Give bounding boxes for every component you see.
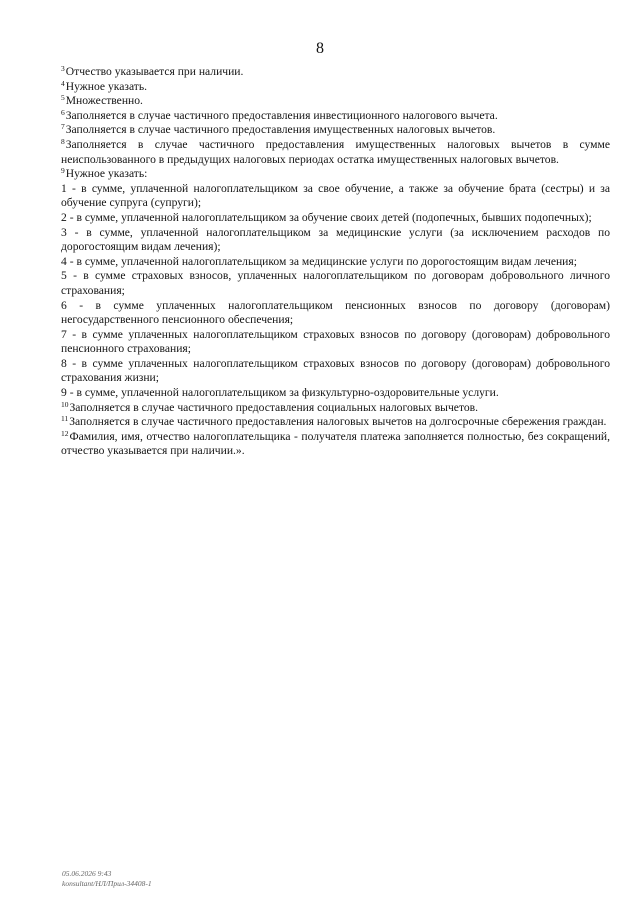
footnote-4 (61, 80, 610, 95)
stamp-doc-id: konsultant/НЛ/Прил-34408-1 (62, 878, 152, 888)
stamp-date: 05.06.2026 9:43 (62, 869, 112, 878)
footnote-7 (61, 123, 610, 138)
footnote-marker: 11 (61, 414, 69, 424)
deduction-option-2: 2 - в сумме, уплаченной налогоплательщиком за обучение своих детей (подопечных, бывших подопечных); (61, 210, 592, 224)
footnote-text: Заполняется в случае частичного предоставления имущественных налоговых вычетов. (65, 123, 496, 137)
print-stamp (62, 869, 152, 888)
footnote-marker: 5 (61, 93, 65, 103)
footnote-marker: 8 (61, 136, 65, 146)
footnote-marker: 3 (61, 64, 65, 73)
footnotes (61, 65, 610, 459)
deduction-option-3: 3 - в сумме, уплаченной налогоплательщиком за медицинские услуги (за исключением расходов по дорогостоящим видам лечения); (61, 225, 610, 254)
deduction-option-1: 1 - в сумме, уплаченной налогоплательщиком за свое обучение, а также за обучение брата (сестры) и за обучение супруга (супруги); (61, 181, 610, 210)
footnote-9 (61, 167, 610, 182)
footnote-11 (61, 415, 610, 430)
footnote-text: Отчество указывается при наличии. (65, 65, 244, 78)
footnote-text: Фамилия, имя, отчество налогоплательщика - получателя платежа заполняется полностью, без сокращений, отчество указывается при наличии.». (61, 429, 610, 458)
footnote-text: Заполняется в случае частичного предоставления социальных налоговых вычетов. (69, 400, 479, 414)
footnote-marker: 6 (61, 107, 65, 117)
deduction-option-9: 9 - в сумме, уплаченной налогоплательщиком за физкультурно-оздоровительные услуги. (61, 386, 499, 400)
footnote-marker: 12 (61, 428, 69, 438)
deduction-option-5: 5 - в сумме страховых взносов, уплаченных налогоплательщиком по договорам добровольного личного страхования; (61, 269, 610, 297)
footnote-text: Нужное указать: (65, 167, 148, 181)
deduction-option-6: 6 - в сумме уплаченных налогоплательщиком пенсионных взносов по договору (договорам) негосударственного пенсионного обеспечения; (61, 298, 610, 327)
footnote-3 (61, 65, 610, 80)
page-number: 8 (316, 40, 324, 57)
footnote-marker: 10 (61, 399, 69, 409)
footnote-text: Множественно. (65, 94, 143, 108)
footnote-5 (61, 94, 610, 109)
footnote-6 (61, 109, 610, 124)
footnote-12 (61, 430, 610, 459)
footnote-10 (61, 401, 610, 416)
footnote-marker: 7 (61, 122, 65, 132)
deduction-option-7: 7 - в сумме уплаченных налогоплательщиком страховых взносов по договору (договорам) добровольного пенсионного страхования; (61, 327, 610, 356)
footnote-text: Нужное указать. (65, 79, 148, 93)
footnote-marker: 9 (61, 166, 65, 176)
footnote-marker: 4 (61, 78, 65, 88)
deduction-option-8: 8 - в сумме уплаченных налогоплательщиком страховых взносов по договору (договорам) добровольного страхования жизни; (61, 356, 610, 385)
footnote-text: Заполняется в случае частичного предоставления имущественных налоговых вычетов в сумме неиспользованного в предыдущих налоговых периодах остатка имущественных налоговых вычетов. (61, 137, 610, 166)
deduction-option-4: 4 - в сумме, уплаченной налогоплательщиком за медицинские услуги по дорогостоящим видам лечения; (61, 254, 577, 268)
footnote-8 (61, 138, 610, 167)
footnote-text: Заполняется в случае частичного предоставления налоговых вычетов на долгосрочные сбережения граждан. (69, 415, 607, 429)
footnote-text: Заполняется в случае частичного предоставления инвестиционного налогового вычета. (65, 108, 498, 122)
